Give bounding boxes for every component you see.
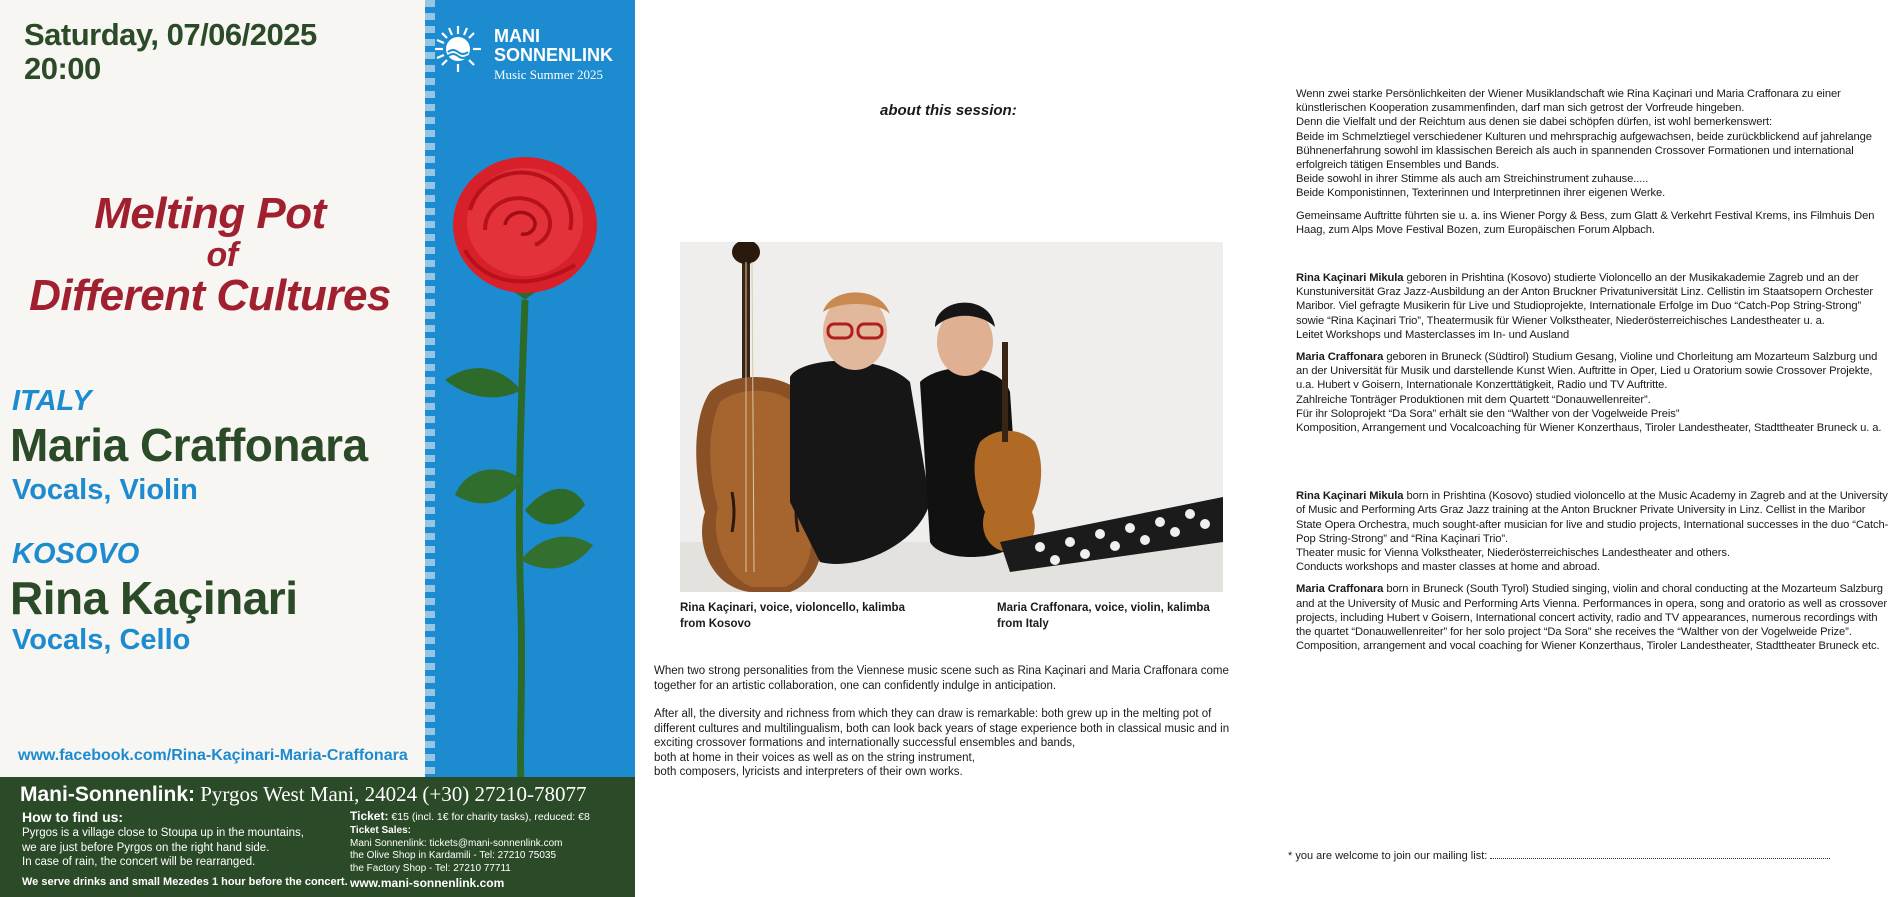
artist1-country: ITALY: [12, 385, 92, 417]
en-rina-name: Rina Kaçinari Mikula: [1296, 490, 1404, 503]
ticket-sales: [350, 825, 630, 875]
caption-line: from Italy: [997, 618, 1049, 630]
de-line: Wenn zwei starke Persönlichkeiten der Wiener Musiklandschaft wie Rina Kaçinari und Maria Craffonara zu einer künstlerischen Kooperation zusammenfinden, darf man sich getrost der Vorfreude hingeben.: [1296, 88, 1841, 115]
findus-line: In case of rain, the concert will be rearranged.: [22, 856, 256, 868]
findus-line: we are just before Pyrgos on the right hand side.: [22, 841, 270, 854]
de-rina-extra: Leitet Workshops und Masterclasses im In- und Ausland: [1296, 328, 1570, 341]
title-line3: Different Cultures: [29, 271, 391, 320]
venue-address: Pyrgos West Mani, 24024 (+30) 27210-78077: [195, 782, 587, 806]
en-maria-name: Maria Craffonara: [1296, 583, 1384, 596]
event-date-text: Saturday, 07/06/2025: [24, 17, 317, 52]
event-date: [24, 18, 317, 86]
logo-line2: SONNENLINK: [494, 45, 614, 65]
findus-heading: How to find us:: [22, 809, 124, 825]
en-maria-text: born in Bruneck (South Tyrol) Studied singing, violin and choral conducting at the Mozarteum Salzburg and at the University of Music and Performing Arts Vienna. Performances in opera, song and oratorio as well as crossover projects, including Hubert v Goisern, International concert activity, radio and TV appearances, numerous recordings with the quartet “Donauwellenreiter” for her solo project “Da Sora” she receives the “Walther von der Vogelweide Prize”. Composition, arrangement and vocal coaching for Wiener Konzerthaus, Tiroler Landestheater, Stadttheater Bruneck etc.: [1296, 583, 1887, 653]
facebook-link[interactable]: www.facebook.com/Rina-Kaçinari-Maria-Craffonara: [18, 747, 408, 764]
session-line: both composers, lyricists and interpreters of their own works.: [654, 766, 963, 778]
german-intro: [1296, 87, 1890, 201]
logo-line1: MANI: [494, 26, 540, 46]
de-maria-line: Komposition, Arrangement und Vocalcoaching für Wiener Konzerthaus, Tiroler Landestheater, Stadttheater Bruneck u. a.: [1296, 422, 1882, 435]
session-paragraph: When two strong personalities from the Viennese music scene such as Rina Kaçinari and Maria Craffonara come together for an artistic collaboration, one can confidently indulge in anticipation.: [654, 665, 1229, 692]
session-paragraph: [654, 707, 1254, 780]
de-line: Beide Komponistinnen, Texterinnen und Interpretinnen ihrer eigenen Werke.: [1296, 187, 1666, 200]
mailing-input-line[interactable]: [1490, 848, 1830, 859]
artist2-instruments: Vocals, Cello: [12, 624, 191, 656]
logo-subtitle: Music Summer 2025: [494, 67, 604, 82]
german-appearances: Gemeinsame Auftritte führten sie u. a. ins Wiener Porgy & Bess, zum Glatt & Verkehrt Festival Krems, ins Filmhuis Den Haag, zum Alps Move Festival Bozen, zum Europäischen Forum Alpbach.: [1296, 209, 1875, 236]
en-rina-text: born in Prishtina (Kosovo) studied violoncello at the Music Academy in Zagreb and at the University of Music and Performing Arts Graz Jazz training at the Anton Bruckner Private University in Linz. Cellist in the Maribor State Opera Orchestra, much sought-after musician for live and studio projects, International successes in the duo “Catch-Pop String-Strong” and “Rina Kaçinari Trio”.: [1296, 490, 1889, 545]
german-rina-bio: [1296, 271, 1890, 342]
en-rina-line: Theater music for Vienna Volkstheater, Niederösterreichisches Landestheater and others.: [1296, 547, 1730, 560]
artist1-instruments: Vocals, Violin: [12, 474, 198, 506]
de-maria-name: Maria Craffonara: [1296, 351, 1384, 364]
english-maria-bio: [1296, 582, 1890, 653]
title-line1: Melting Pot: [94, 189, 326, 238]
sales-line: Mani Sonnenlink: tickets@mani-sonnenlink.com: [350, 837, 563, 849]
ticket-price-text: €15 (incl. 1€ for charity tasks), reduced: €8: [388, 811, 590, 823]
de-line: Beide im Schmelztiegel verschiedener Kulturen und mehrsprachig aufgewachsen, beide zurückblickend auf jahrelange Bühnenerfahrung sowohl im klassischen Bereich als auch in spannenden Crossover Formationen und international erfolgreich tätigen Ensembles und Bands.: [1296, 130, 1872, 172]
en-rina-line: Conducts workshops and master classes at home and abroad.: [1296, 561, 1600, 574]
de-rina-text: geboren in Prishtina (Kosovo) studierte Violoncello an der Musikakademie Zagreb und an der Kunstuniversität Graz Jazz-Ausbildung an der Anton Bruckner Privatuniversität Linz. Cellistin im Staatsopern Orchester Maribor. Viel gefragte Musikerin für Live und Studioprojekte, Internationale Erfolge im Duo “Catch-Pop String-Strong” sowie “Rina Kaçinari Trio”, Theatermusik für Wiener Volkstheater, Niederösterreichisches Landestheater u. a.: [1296, 272, 1874, 327]
logo-name: [494, 27, 613, 65]
german-maria-bio: [1296, 350, 1890, 435]
de-rina-name: Rina Kaçinari Mikula: [1296, 272, 1404, 285]
findus-line: Pyrgos is a village close to Stoupa up in the mountains,: [22, 827, 304, 839]
sun-icon: [433, 24, 483, 74]
caption-line: Rina Kaçinari, voice, violoncello, kalimba: [680, 602, 905, 614]
artists-photo: [680, 242, 1223, 592]
photo-caption-right: [997, 600, 1210, 632]
website-link[interactable]: www.mani-sonnenlink.com: [350, 876, 505, 890]
findus-text: [22, 826, 342, 870]
artist2-country: KOSOVO: [12, 538, 140, 570]
de-maria-line: Zahlreiche Tonträger Produktionen mit dem Quartett “Donauwellenreiter”.: [1296, 393, 1651, 406]
session-line: After all, the diversity and richness from which they can draw is remarkable: both grew up in the melting pot of different cultures and multilingualism, both can look back years of stage experience both in classical music and in exciting crossover formations and internationally successful ensembles and bands,: [654, 708, 1230, 749]
bio-column: [1296, 87, 1890, 662]
de-maria-line: Für ihr Soloprojekt “Da Sora” erhält sie den “Walther von der Vogelweide Preis”: [1296, 407, 1680, 420]
sales-line: the Factory Shop - Tel: 27210 77711: [350, 862, 511, 874]
session-heading: about this session:: [880, 102, 1017, 119]
ticket-price: [350, 809, 590, 823]
photo-caption-left: [680, 600, 905, 632]
sales-heading: Ticket Sales:: [350, 825, 411, 836]
venue-brand: Mani-Sonnenlink:: [20, 783, 195, 806]
session-line: both at home in their voices as well as on the string instrument,: [654, 751, 975, 764]
caption-line: from Kosovo: [680, 618, 751, 630]
drinks-note: We serve drinks and small Mezedes 1 hour before the concert.: [22, 876, 348, 888]
rose-illustration: [425, 150, 635, 780]
artist1-name: Maria Craffonara: [10, 419, 368, 471]
de-line: Beide sowohl in ihrer Stimme als auch am Streichinstrument zuhause.....: [1296, 173, 1649, 186]
event-time-text: 20:00: [24, 51, 101, 86]
mailing-text: * you are welcome to join our mailing list:: [1288, 850, 1488, 862]
session-description: [654, 664, 1254, 780]
venue-line: [20, 782, 586, 807]
concert-title: [0, 190, 420, 320]
english-rina-bio: [1296, 489, 1890, 574]
title-line2: of: [206, 236, 238, 274]
de-line: Denn die Vielfalt und der Reichtum aus denen sie dabei schöpfen dürfen, ist wohl bemerkenswert:: [1296, 116, 1772, 129]
caption-line: Maria Craffonara, voice, violin, kalimba: [997, 602, 1210, 614]
artist2-name: Rina Kaçinari: [10, 572, 298, 624]
ticket-label: Ticket:: [350, 809, 389, 823]
de-maria-text: geboren in Bruneck (Südtirol) Studium Gesang, Violine und Chorleitung am Mozarteum Salzburg und an der Universität für Musik und darstellende Kunst Wien. Auftritte in Oper, Lied u Oratorium sowie Crossover Projekte, u.a. Hubert v Goisern, Internationale Konzerttätigkeit, Radio und TV Auftritte.: [1296, 351, 1878, 392]
sales-line: the Olive Shop in Kardamili - Tel: 27210 75035: [350, 850, 557, 861]
mailing-list: [1288, 848, 1830, 862]
